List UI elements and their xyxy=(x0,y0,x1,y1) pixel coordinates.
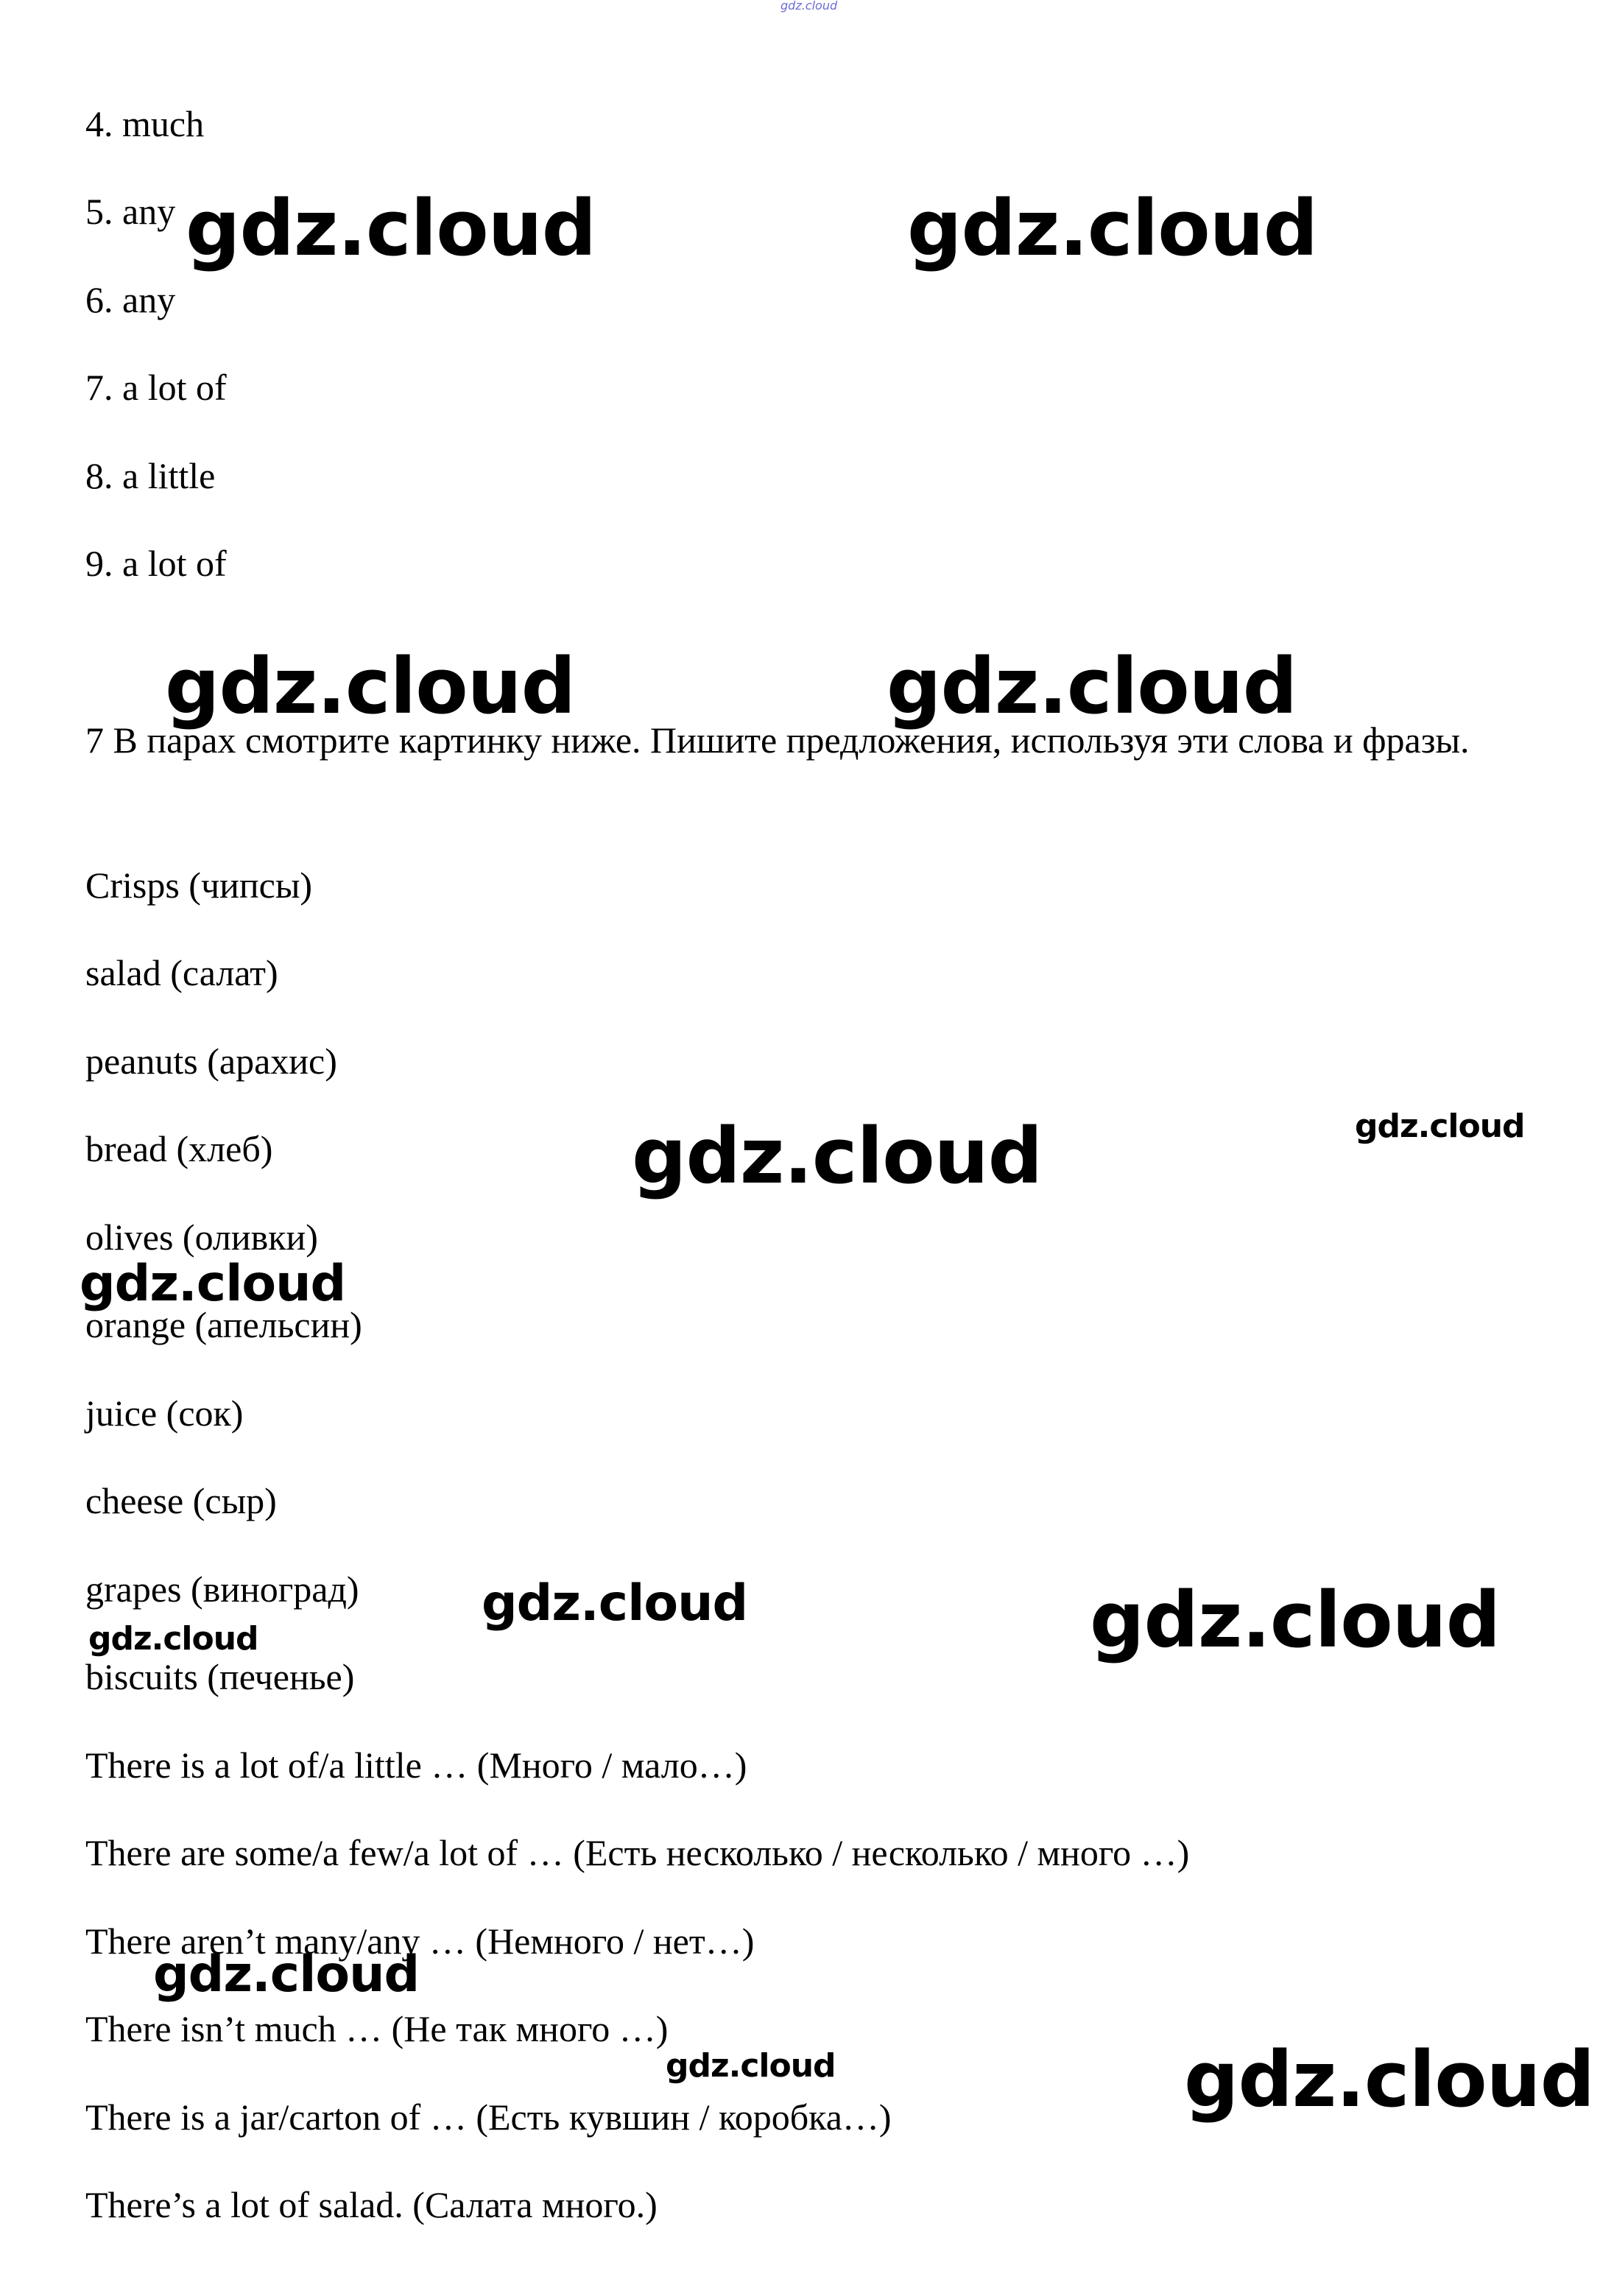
watermark-text: gdz.cloud xyxy=(88,1620,258,1658)
word-item: bread (хлеб) xyxy=(85,1128,273,1169)
watermark-text: gdz.cloud xyxy=(666,2047,836,2085)
word-item: salad (салат) xyxy=(85,952,278,993)
watermark-text: gdz.cloud xyxy=(1355,1107,1525,1145)
word-item: orange (апельсин) xyxy=(85,1304,362,1345)
header-watermark: gdz.cloud xyxy=(780,0,838,13)
phrase-item: There are some/a few/a lot of … (Есть несколько / несколько / много …) xyxy=(85,1832,1190,1873)
watermark-text: gdz.cloud xyxy=(80,1255,346,1313)
answer-item: 7. a lot of xyxy=(85,367,227,408)
watermark-text: gdz.cloud xyxy=(482,1574,748,1633)
answer-item: 8. a little xyxy=(85,455,216,496)
phrase-item: There isn’t much … (Не так много …) xyxy=(85,2008,669,2049)
watermark-text: gdz.cloud xyxy=(186,183,596,273)
watermark-text: gdz.cloud xyxy=(1090,1575,1501,1665)
phrase-item: There’s a lot of salad. (Салата много.) xyxy=(85,2184,658,2225)
word-item: cheese (сыр) xyxy=(85,1480,277,1521)
word-item: juice (сок) xyxy=(85,1392,244,1434)
watermark-text: gdz.cloud xyxy=(1184,2035,1595,2124)
phrase-item: There is a jar/carton of … (Есть кувшин / коробка…) xyxy=(85,2096,892,2138)
word-item: olives (оливки) xyxy=(85,1216,318,1258)
watermark-text: gdz.cloud xyxy=(153,1945,420,2004)
phrase-item: There is a lot of/a little … (Много / мало…) xyxy=(85,1744,747,1786)
phrase-item: There aren’t many/any … (Немного / нет…) xyxy=(85,1920,755,1962)
watermark-text: gdz.cloud xyxy=(632,1111,1043,1201)
word-item: grapes (виноград) xyxy=(85,1568,359,1610)
answer-item: 6. any xyxy=(85,279,176,320)
watermark-text: gdz.cloud xyxy=(887,641,1297,731)
word-item: Crisps (чипсы) xyxy=(85,864,313,906)
answer-item: 4. much xyxy=(85,103,205,144)
answer-item: 9. a lot of xyxy=(85,543,227,584)
word-item: peanuts (арахис) xyxy=(85,1040,337,1082)
word-item: biscuits (печенье) xyxy=(85,1656,355,1697)
watermark-text: gdz.cloud xyxy=(907,183,1318,273)
watermark-text: gdz.cloud xyxy=(165,641,576,731)
task-text: 7 В парах смотрите картинку ниже. Пишите предложения, используя эти слова и фразы. xyxy=(85,719,1470,761)
answer-item: 5. any xyxy=(85,191,176,232)
